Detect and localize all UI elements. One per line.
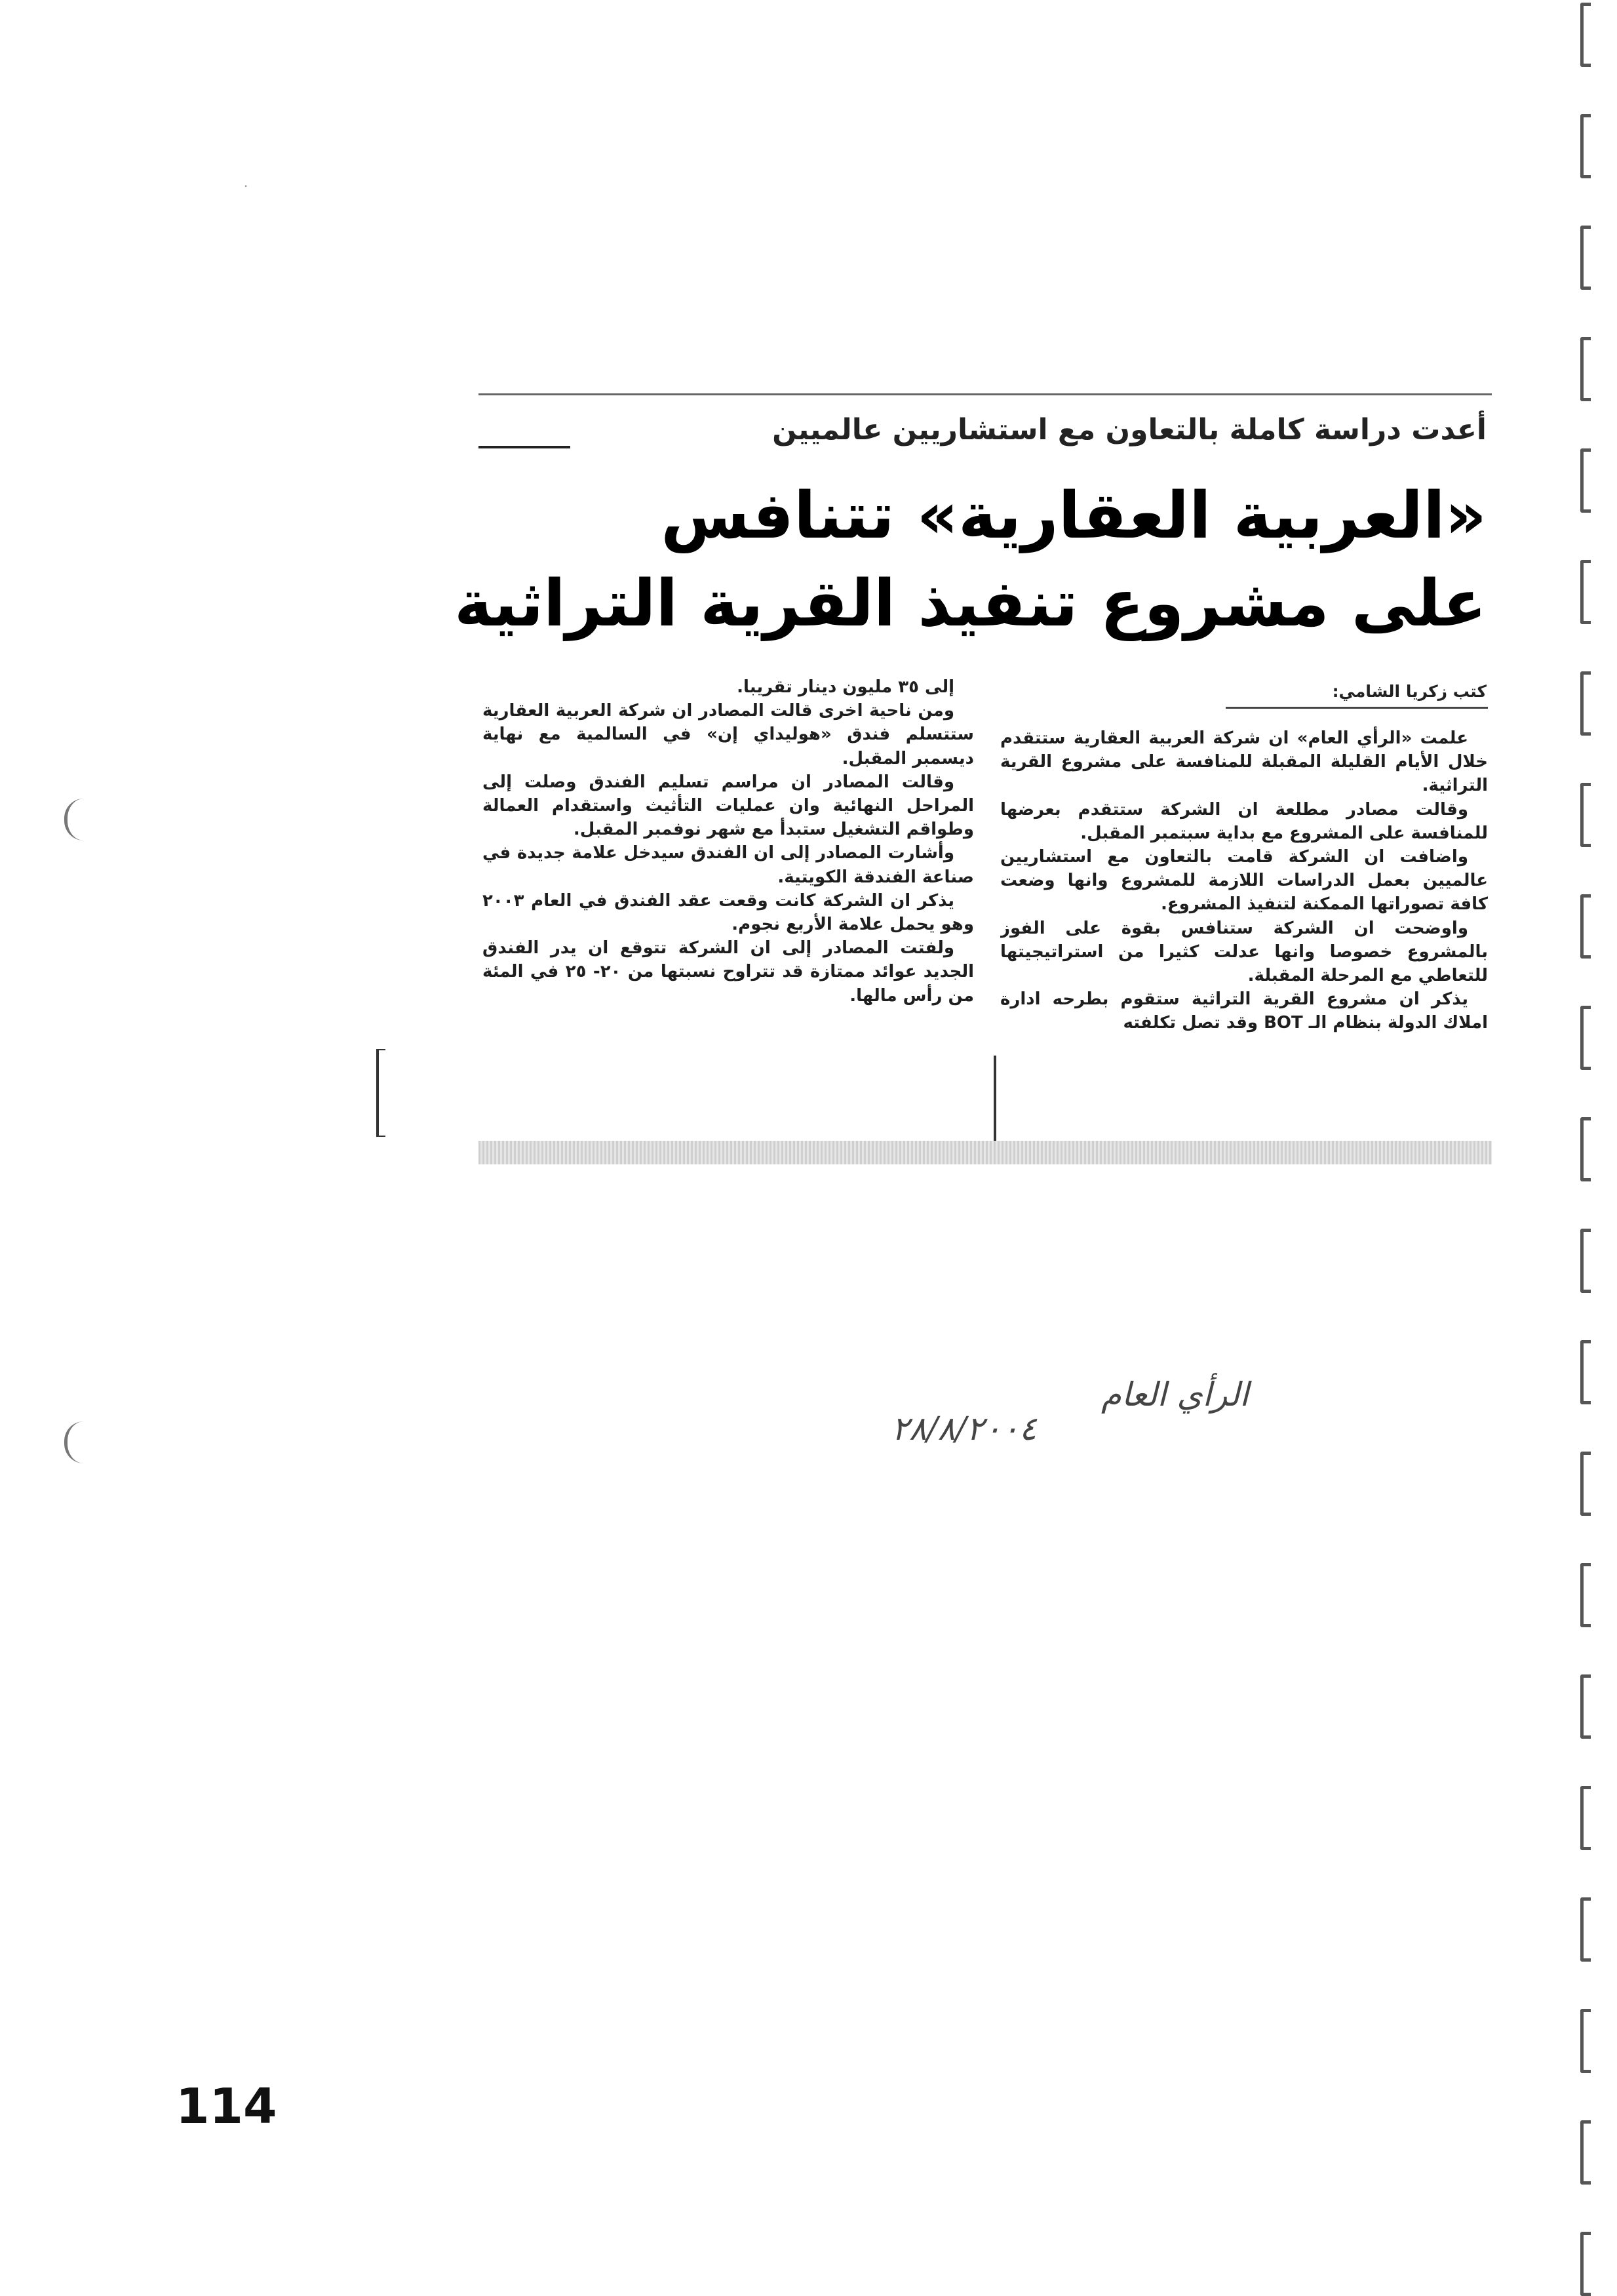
binder-ring bbox=[1580, 894, 1591, 959]
margin-bracket bbox=[376, 1049, 385, 1137]
binder-ring bbox=[1580, 1452, 1591, 1516]
headline-line-1: «العربية العقارية» تتنافس bbox=[661, 479, 1487, 553]
newspaper-clipping bbox=[454, 393, 1492, 1167]
handwritten-source: الرأي العام bbox=[1101, 1376, 1249, 1414]
binder-ring bbox=[1580, 1229, 1591, 1293]
handwritten-date: ٢٨/٨/٢٠٠٤ bbox=[891, 1410, 1037, 1448]
binder-ring bbox=[1580, 337, 1591, 401]
binder-ring bbox=[1580, 1674, 1591, 1739]
paragraph: وقالت المصادر ان مراسم تسليم الفندق وصلت إلى المراحل النهائية وان عمليات التأثيث واستقدام العمالة وطواقم التشغيل ستبدأ مع شهر نوفمبر المقبل. bbox=[482, 772, 974, 840]
paragraph: يذكر ان مشروع القرية التراثية ستقوم بطرحه ادارة املاك الدولة بنظام الـ BOT وقد تصل تكلفته bbox=[1000, 989, 1488, 1033]
binder-ring bbox=[1580, 1340, 1591, 1404]
paragraph: يذكر ان الشركة كانت وقعت عقد الفندق في العام ٢٠٠٣ وهو يحمل علامة الأربع نجوم. bbox=[482, 890, 974, 935]
paragraph: واضافت ان الشركة قامت بالتعاون مع استشاريين عالميين بعمل الدراسات اللازمة للمشروع وانها وضعت كافة تصوراتها الممكنة لتنفيذ المشروع. bbox=[1000, 847, 1488, 915]
punch-hole bbox=[64, 1421, 84, 1463]
binder-ring bbox=[1580, 671, 1591, 736]
punch-hole bbox=[64, 799, 84, 841]
paragraph: وقالت مصادر مطلعة ان الشركة ستتقدم بعرضها للمنافسة على المشروع مع بداية سبتمبر المقبل. bbox=[1000, 799, 1488, 843]
paragraph: علمت «الرأي العام» ان شركة العربية العقارية ستتقدم خلال الأيام القليلة المقبلة للمنافسة على مشروع القرية التراثية. bbox=[1000, 728, 1488, 796]
byline-rule bbox=[1226, 707, 1488, 709]
paragraph: إلى ٣٥ مليون دينار تقريبا. bbox=[737, 677, 954, 697]
binder-ring bbox=[1580, 2232, 1591, 2296]
paragraph: وأشارت المصادر إلى ان الفندق سيدخل علامة جديدة في صناعة الفندقة الكويتية. bbox=[482, 843, 974, 887]
binder-ring bbox=[1580, 1006, 1591, 1070]
clipping-bottom-bar bbox=[478, 1141, 1492, 1164]
paragraph: ولفتت المصادر إلى ان الشركة تتوقع ان يدر الفندق الجديد عوائد ممتازة قد تتراوح نسبتها من ٢٠- ٢٥ في المئة من رأس مالها. bbox=[482, 938, 974, 1006]
binder-ring bbox=[1580, 1897, 1591, 1962]
scan-speck: · bbox=[244, 178, 248, 194]
subheadline-rule bbox=[478, 446, 570, 448]
binder-ring bbox=[1580, 3, 1591, 67]
article-column-left bbox=[482, 675, 974, 1128]
headline bbox=[454, 472, 1487, 648]
binder-ring bbox=[1580, 2120, 1591, 2185]
binder-ring bbox=[1580, 1786, 1591, 1850]
paragraph: ومن ناحية اخرى قالت المصادر ان شركة العربية العقارية ستتسلم فندق «هوليداي إن» في السالمية مع نهاية ديسمبر المقبل. bbox=[482, 701, 974, 768]
binder-ring bbox=[1580, 226, 1591, 290]
binder-ring bbox=[1580, 560, 1591, 624]
binder-ring bbox=[1580, 783, 1591, 847]
binder-ring bbox=[1580, 448, 1591, 513]
headline-line-2: على مشروع تنفيذ القرية التراثية bbox=[454, 566, 1487, 641]
binder-ring bbox=[1580, 2009, 1591, 2073]
subheadline: أعدت دراسة كاملة بالتعاون مع استشاريين عالميين bbox=[772, 413, 1487, 446]
binder-ring bbox=[1580, 1117, 1591, 1181]
byline: كتب زكريا الشامي: bbox=[1332, 682, 1487, 701]
page-number: 114 bbox=[176, 2078, 277, 2135]
clipping-top-rule bbox=[478, 393, 1492, 395]
paragraph: واوضحت ان الشركة ستنافس بقوة على الفوز بالمشروع خصوصا وانها عدلت كثيرا من استراتيجيتها للتعاطي مع المرحلة المقبلة. bbox=[1000, 918, 1488, 986]
binder-ring bbox=[1580, 1563, 1591, 1627]
article-column-right bbox=[1000, 726, 1488, 1159]
column-divider bbox=[994, 1056, 996, 1141]
binder-ring bbox=[1580, 114, 1591, 178]
